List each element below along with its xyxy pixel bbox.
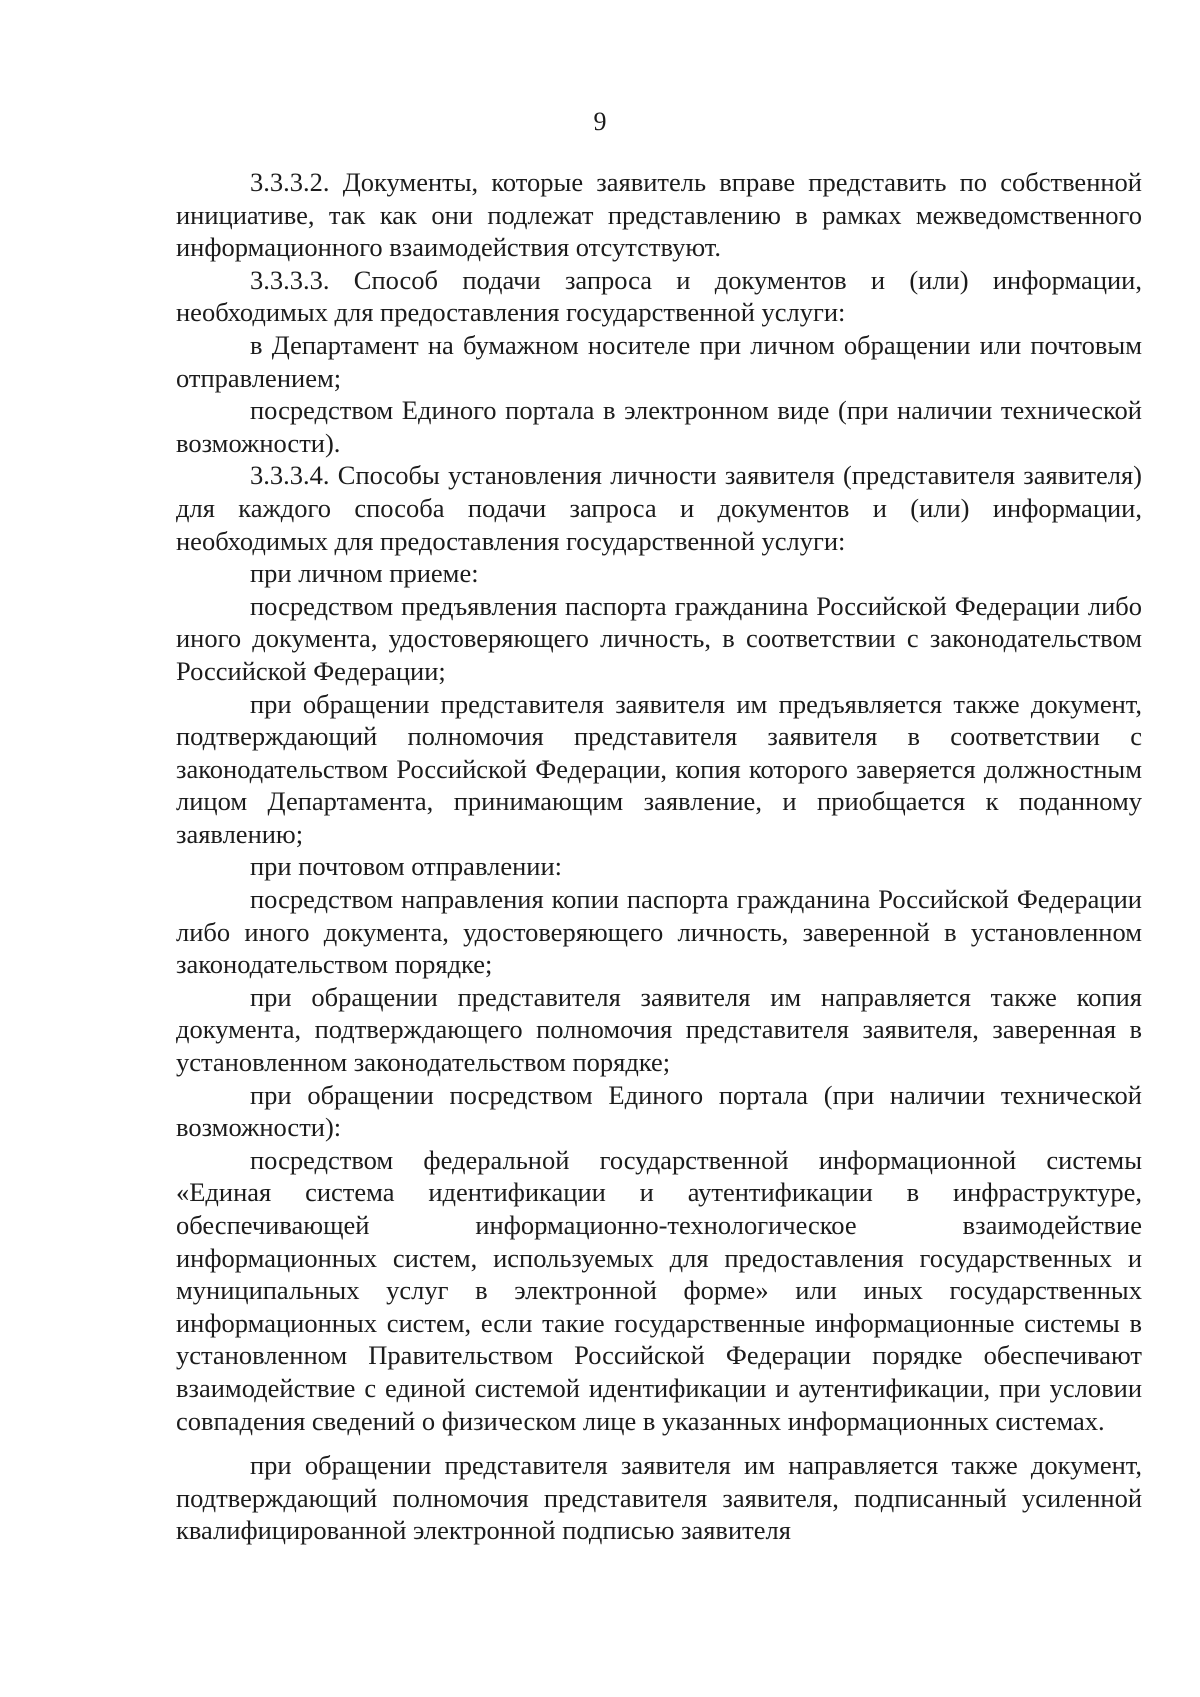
paragraph-postal-sending: при почтовом отправлении:	[250, 851, 562, 882]
paragraph-personal-reception: при личном приеме:	[250, 558, 479, 589]
paragraph-single-portal: посредством Единого портала в электронном виде (при наличии технической возможности).	[176, 395, 1142, 458]
paragraph-3-3-3-3: 3.3.3.3. Способ подачи запроса и документов и (или) информации, необходимых для предоставления государственной услуги:	[176, 264, 1142, 328]
paragraph-passport-presentation: посредством предъявления паспорта гражданина Российской Федерации либо иного документа, удостоверяющего личность, в соответствии с законодательством Российской Федерации;	[176, 590, 1142, 686]
paragraph-3-3-3-2: 3.3.3.2. Документы, которые заявитель вправе представить по собственной инициативе, так как они подлежат представлению в рамках межведомственного информационного взаимодействия отсутствуют.	[176, 167, 1142, 263]
paragraph-3-3-3-4: 3.3.3.4. Способы установления личности заявителя (представителя заявителя) для каждого способа подачи запроса и документов и (или) информации, необходимых для предоставления государственной услуги:	[176, 460, 1142, 556]
paragraph-representative-copy: при обращении представителя заявителя им направляется также копия документа, подтверждающего полномочия представителя заявителя, заверенная в установленном законодательством порядке;	[176, 981, 1142, 1078]
page-number: 9	[593, 107, 607, 136]
paragraph-representative-signature: при обращении представителя заявителя им направляется также документ, подтверждающий полномочия представителя заявителя, подписанный усиленной квалифицированной электронной подписью заявителя	[176, 1450, 1142, 1546]
paragraph-esia-system: посредством федеральной государственной информационной системы «Единая система идентификации и аутентификации в инфраструктуре, обеспечивающей информационно-технологическое взаимодействие информационных систем, используемых для предоставления государственных и муниципальных услуг в электронной форме» или иных государственных информационных систем, если такие государственные информационные системы в установленном Правительством Российской Федерации порядке обеспечивают взаимодействие с единой системой идентификации и аутентификации, при условии совпадения сведений о физическом лице в указанных информационных системах.	[176, 1144, 1142, 1436]
document-body	[176, 166, 1142, 1547]
paragraph-portal-application: при обращении посредством Единого портала (при наличии технической возможности):	[176, 1079, 1142, 1143]
paragraph-department-paper: в Департамент на бумажном носителе при личном обращении или почтовым отправлением;	[176, 329, 1142, 393]
paragraph-representative-document: при обращении представителя заявителя им предъявляется также документ, подтверждающий полномочия представителя заявителя в соответствии с законодательством Российской Федерации, копия которого заверяется должностным лицом Департамента, принимающим заявление, и приобщается к поданному заявлению;	[176, 688, 1142, 849]
paragraph-passport-copy: посредством направления копии паспорта гражданина Российской Федерации либо иного документа, удостоверяющего личность, заверенной в установленном законодательством порядке;	[176, 884, 1142, 980]
